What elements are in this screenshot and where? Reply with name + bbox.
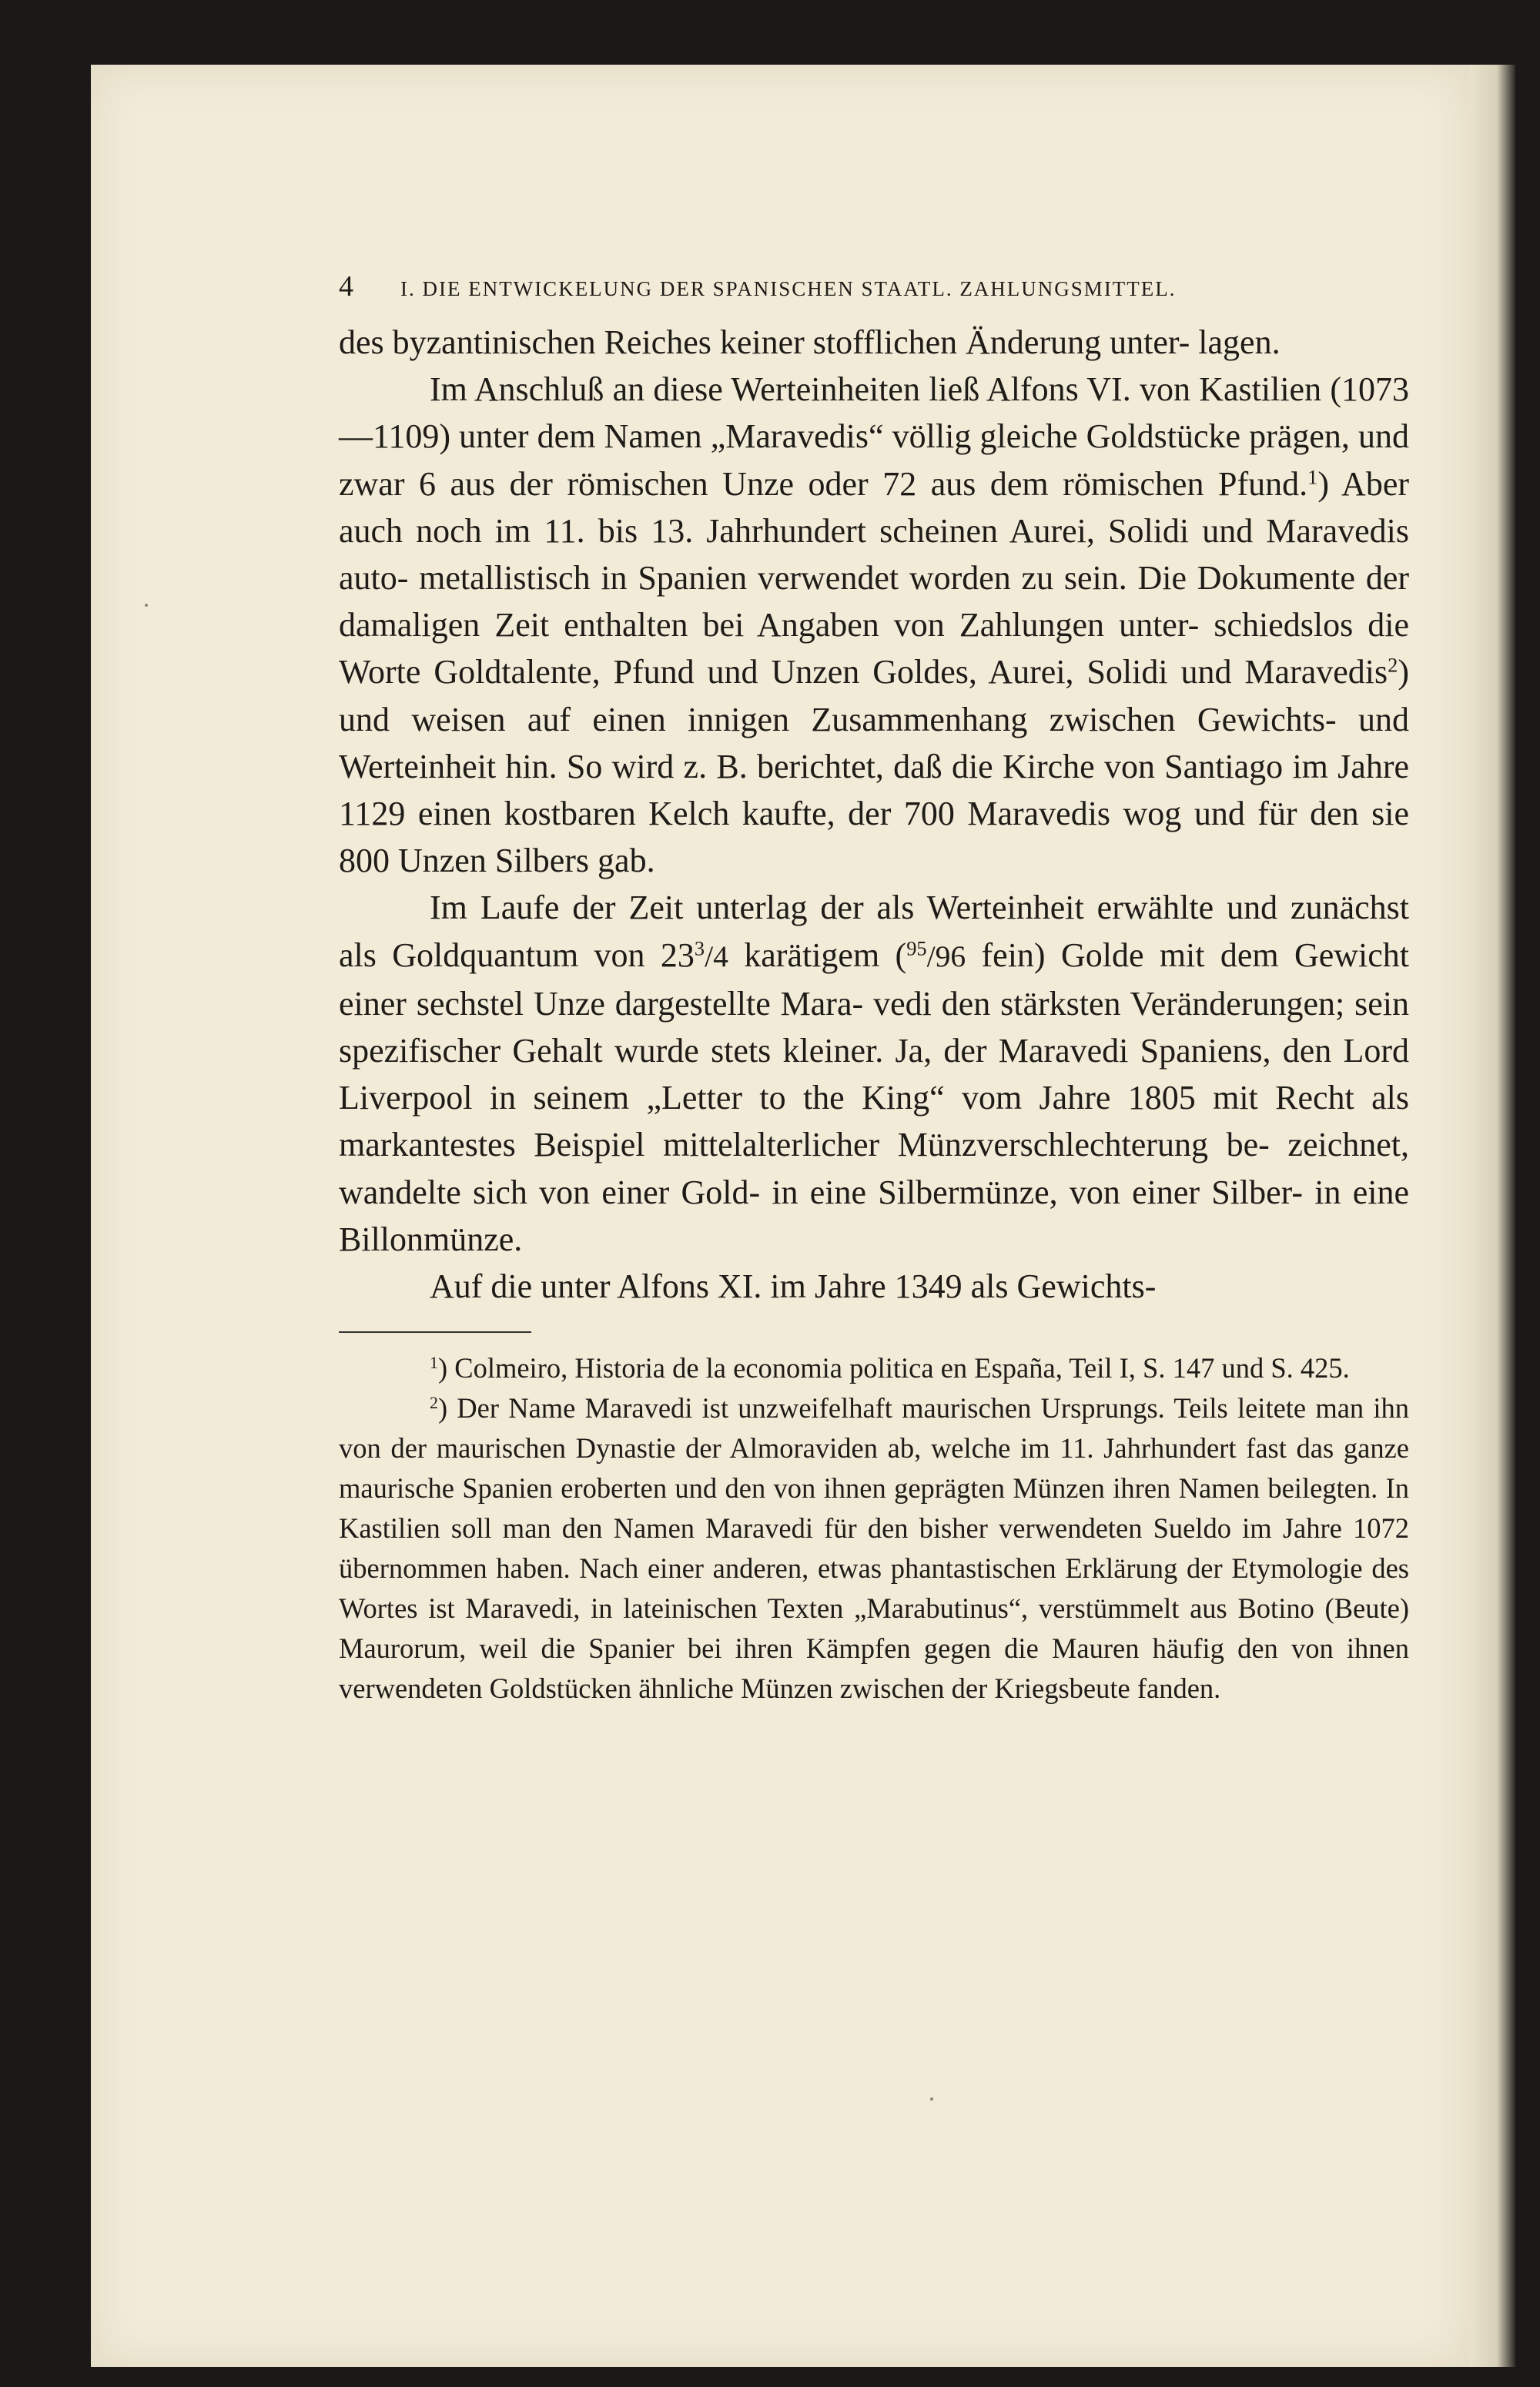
paper-speck bbox=[930, 2097, 933, 2101]
fineness-denominator: /96 bbox=[926, 939, 966, 973]
fraction-numerator: 3 bbox=[694, 936, 705, 960]
footnotes bbox=[339, 1348, 1409, 1709]
text-line: von einer Silber- in eine Billonmünze. bbox=[339, 1173, 1410, 1258]
footnote-ref-1: 1 bbox=[1307, 465, 1318, 489]
text-line: oder 72 aus dem römischen Pfund.$^1$) Aber auch noch im 11. bbox=[339, 464, 1410, 550]
page-number: 4 bbox=[339, 270, 353, 303]
paper-speck bbox=[145, 604, 148, 607]
text-line: lagen. bbox=[1198, 323, 1281, 361]
text-line: Im Laufe der Zeit unterlag der als Werteinheit erwählte bbox=[430, 889, 1214, 927]
footnote-1 bbox=[339, 1348, 1409, 1388]
text-line: Zusammenhang zwischen Gewichts- und Werteinheit hin. So bbox=[339, 700, 1409, 785]
paragraph-1 bbox=[339, 319, 1409, 366]
text-line: Goldstücken ähnliche Münzen zwischen der Kriegsbeute fanden. bbox=[489, 1672, 1221, 1705]
paragraph-3 bbox=[339, 884, 1409, 1263]
text-line: stets kleiner. Ja, der Maravedi Spaniens, den Lord Liverpool bbox=[339, 1032, 1409, 1117]
text-line: und für den sie 800 Unzen Silbers gab. bbox=[339, 795, 1409, 880]
text-line: zeichnet, wandelte sich von einer Gold- in eine Silbermünze, bbox=[339, 1126, 1409, 1211]
text-line: soll man den Namen Maravedi für den bisher verwendeten Sueldo im bbox=[450, 1512, 1272, 1545]
running-head bbox=[339, 270, 1409, 313]
text-line: Im Anschluß an diese Werteinheiten ließ Alfons VI. von bbox=[430, 370, 1190, 409]
chapter-title: I. DIE ENTWICKELUNG DER SPANISCHEN STAATL. ZAHLUNGSMITTEL. bbox=[400, 277, 1177, 300]
text-line: vedi den stärksten Veränderungen; sein spezifischer Gehalt wurde bbox=[339, 984, 1409, 1070]
paragraph-2 bbox=[339, 366, 1409, 884]
text-line: bei ihren Kämpfen gegen die Mauren häufig den von ihnen verwendeten bbox=[339, 1632, 1409, 1705]
text-line: des byzantinischen Reiches keiner stofflichen Änderung unter- bbox=[339, 323, 1190, 361]
text-block bbox=[339, 270, 1409, 1709]
text-line: Aurei, Solidi und Maravedis$^2$) und weisen auf einen innigen bbox=[339, 653, 1409, 738]
text-line: Golde mit dem Gewicht einer sechstel Unze dargestellte Mara- bbox=[339, 936, 1410, 1023]
text-line: Erklärung der Etymologie des Wortes ist Maravedi, in lateinischen Texten bbox=[339, 1552, 1409, 1625]
text-line: der damaligen Zeit enthalten bei Angaben von Zahlungen unter- bbox=[339, 559, 1410, 644]
paragraph-4 bbox=[339, 1263, 1409, 1310]
text-line: schiedslos die Worte Goldtalente, Pfund und Unzen Goldes, bbox=[339, 606, 1409, 691]
text-line: Jahre 1072 übernommen haben. Nach einer anderen, etwas phantastischen bbox=[339, 1512, 1409, 1585]
text-line: „Marabutinus“, verstümmelt aus Botino (Beute) Maurorum, weil die Spanier bbox=[339, 1592, 1410, 1665]
text-line: markantestes Beispiel mittelalterlicher Münzverschlechterung be- bbox=[339, 1126, 1270, 1164]
footnote-ref-2: 2 bbox=[1388, 653, 1398, 677]
text-line: gleiche Goldstücke prägen, und zwar 6 aus der römischen Unze bbox=[339, 417, 1410, 503]
footnote-marker: 2 bbox=[430, 1393, 438, 1413]
text-line: Teils leitete man ihn von der maurischen Dynastie der Almoraviden ab, bbox=[339, 1392, 1409, 1465]
text-line: S. 147 und S. 425. bbox=[1143, 1352, 1350, 1384]
text-line: $^2$) Der Name Maravedi ist unzweifelhaft maurischen Ursprungs. bbox=[430, 1392, 1165, 1424]
text-line: bis 13. Jahrhundert scheinen Aurei, Solidi und Maravedis auto- bbox=[339, 511, 1410, 598]
text-line: in seinem „Letter to the King“ vom Jahre 1805 mit Recht als bbox=[489, 1079, 1409, 1117]
text-line: Auf die unter Alfons XI. im Jahre 1349 als Gewichts- bbox=[430, 1267, 1157, 1306]
text-line: $^1$) Colmeiro, Historia de la economia politica en España, Teil I, bbox=[430, 1352, 1136, 1384]
text-line: wird z. B. berichtet, daß die Kirche von Santiago im Jahre bbox=[611, 747, 1409, 785]
footnote-2 bbox=[339, 1388, 1409, 1709]
text-line: 1129 einen kostbaren Kelch kaufte, der 700 Maravedis wog bbox=[339, 795, 1182, 833]
text-line: und den von ihnen geprägten Münzen ihren Namen beilegten. In Kastilien bbox=[339, 1472, 1409, 1545]
page-edge bbox=[1469, 65, 1515, 2367]
text-line: metallistisch in Spanien verwendet worden zu sein. Die Dokumente bbox=[419, 559, 1356, 598]
main-text bbox=[339, 319, 1409, 1310]
fraction-denominator: /4 bbox=[705, 939, 728, 973]
text-line: und zunächst als Goldquantum von $23^3/4$ karätigem ($^{95}$/96 fein) bbox=[339, 889, 1409, 974]
footnote-rule bbox=[339, 1331, 531, 1333]
fineness-numerator: 95 bbox=[906, 936, 927, 960]
footnote-marker: 1 bbox=[430, 1353, 438, 1373]
text-line: welche im 11. Jahrhundert fast das ganze maurische Spanien eroberten bbox=[339, 1432, 1410, 1505]
text-line: Kastilien (1073—1109) unter dem Namen „Maravedis“ völlig bbox=[339, 370, 1410, 456]
